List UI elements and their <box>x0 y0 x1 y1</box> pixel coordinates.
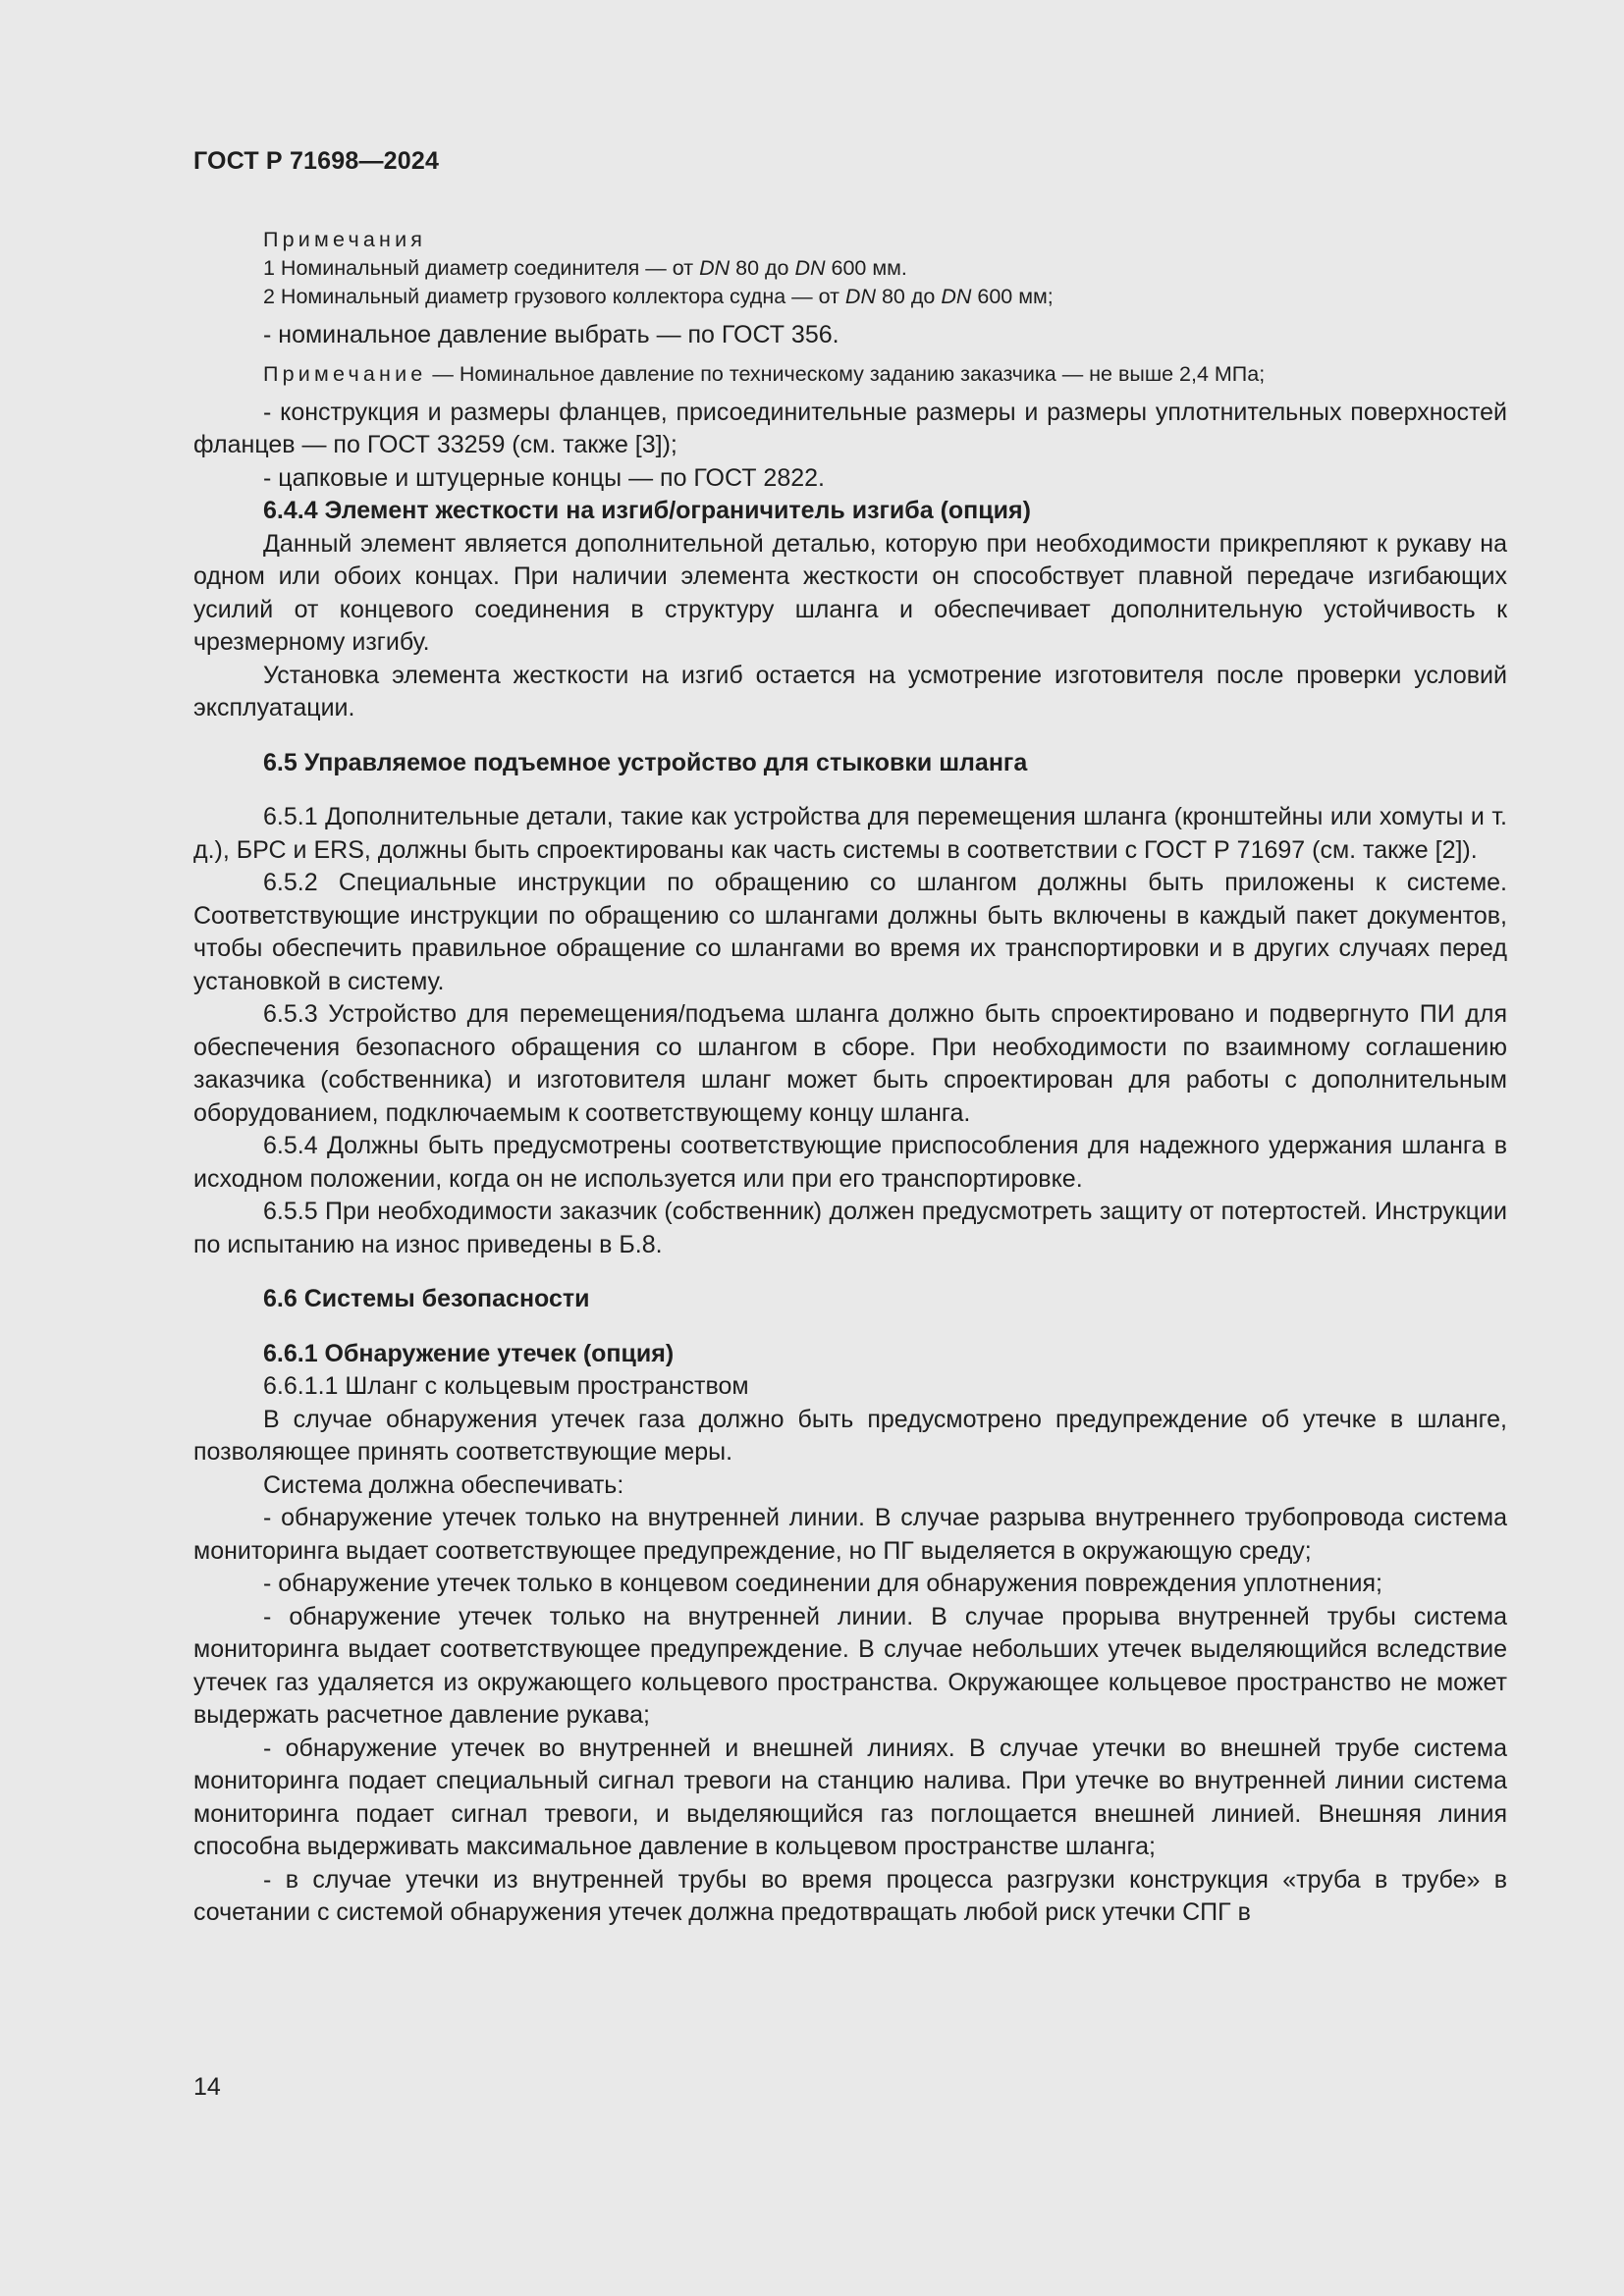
section-6-5-5: 6.5.5 При необходимости заказчик (собственник) должен предусмотреть защиту от потертостей. Инструкции по испытанию на износ приведены в Б.8. <box>193 1198 1507 1258</box>
section-6-4-4-para-1: Данный элемент является дополнительной деталью, которую при необходимости прикрепляют к рукаву на одном или обоих концах. При наличии элемента жесткости он способствует плавной передаче изгибающих усилий от концевого соединения в структуру шланга и обеспечивает дополнительную устойчивость к чрезмерному изгибу. <box>193 529 1507 656</box>
section-6-6-1-1-title: 6.6.1.1 Шланг с кольцевым пространством <box>263 1372 749 1400</box>
list-item: - обнаружение утечек во внутренней и внешней линиях. В случае утечки во внешней трубе система мониторинга подает специальный сигнал тревоги на станцию налива. При утечке во внутренней линии система мониторинга подает сигнал тревоги, и выделяющийся газ поглощается внешней линией. Внешняя линия способна выдерживать максимальное давление в кольцевом пространстве шланга; <box>193 1734 1507 1860</box>
list-item: - в случае утечки из внутренней трубы во время процесса разгрузки конструкция «труба в трубе» в сочетании с системой обнаружения утечек должна предотвращать любой риск утечки СПГ в <box>193 1865 1507 1926</box>
section-6-5-2: 6.5.2 Специальные инструкции по обращению со шлангом должны быть приложены к системе. Соответствующие инструкции по обращению со шлангами должны быть включены в каждый пакет документов, чтобы обеспечить правильное обращение со шлангами во время их транспортировки и в других случаях перед установкой в систему. <box>193 869 1507 995</box>
pressure-item: - номинальное давление выбрать — по ГОСТ 356. <box>263 321 839 348</box>
section-6-6-1-1-para-1: В случае обнаружения утечек газа должно быть предусмотрено предупреждение об утечке в шланге, позволяющее принять соответствующие меры. <box>193 1405 1507 1466</box>
page-number: 14 <box>193 2073 221 2101</box>
section-6-6-1-title: 6.6.1 Обнаружение утечек (опция) <box>263 1339 675 1367</box>
note-1: 1 Номинальный диаметр соединителя — от DN 80 до DN 600 мм. <box>263 256 907 280</box>
section-6-5-4: 6.5.4 Должны быть предусмотрены соответствующие приспособления для надежного удержания шланга в исходном положении, когда он не используется или при его транспортировке. <box>193 1132 1507 1193</box>
section-6-6-title: 6.6 Системы безопасности <box>263 1285 590 1312</box>
section-6-4-4-title: 6.4.4 Элемент жесткости на изгиб/ограничитель изгиба (опция) <box>263 497 1031 524</box>
section-6-5-title: 6.5 Управляемое подъемное устройство для стыковки шланга <box>263 748 1028 776</box>
note-2: 2 Номинальный диаметр грузового коллектора судна — от DN 80 до DN 600 мм; <box>263 285 1054 308</box>
document-header: ГОСТ Р 71698—2024 <box>193 147 440 175</box>
section-6-5-3: 6.5.3 Устройство для перемещения/подъема шланга должно быть спроектировано и подвергнуто ПИ для обеспечения безопасного обращения со шлангом в сборе. При необходимости по взаимному соглашению заказчика (собственника) и изготовителя шланг может быть спроектирован для работы с дополнительным оборудованием, подключаемым к соответствующему концу шланга. <box>193 1000 1507 1127</box>
flange-item: - конструкция и размеры фланцев, присоединительные размеры и размеры уплотнительных поверхностей фланцев — по ГОСТ 33259 (см. также [3]); <box>193 398 1507 458</box>
list-item: - обнаружение утечек только на внутренней линии. В случае прорыва внутренней трубы система мониторинга выдает соответствующее предупреждение. В случае небольших утечек выделяющийся вследствие утечек газ удаляется из окружающего кольцевого пространства. Окружающее кольцевое пространство не может выдержать расчетное давление рукава; <box>193 1602 1507 1729</box>
list-item: - обнаружение утечек только в концевом соединении для обнаружения повреждения уплотнения; <box>263 1570 1383 1597</box>
pressure-note: Примечание — Номинальное давление по техническому заданию заказчика — не выше 2,4 МПа; <box>263 361 1266 386</box>
list-item: - обнаружение утечек только на внутренней линии. В случае разрыва внутреннего трубопровода система мониторинга выдает соответствующее предупреждение, но ПГ выделяется в окружающую среду; <box>193 1504 1507 1565</box>
page-content <box>193 226 1507 1930</box>
note-label: Примечание <box>263 361 427 386</box>
section-6-5-1: 6.5.1 Дополнительные детали, такие как устройства для перемещения шланга (кронштейны или хомуты и т. д.), БРС и ERS, должны быть спроектированы как часть системы в соответствии с ГОСТ Р 71697 (см. также [2]). <box>193 803 1507 864</box>
section-6-6-1-1-para-2: Система должна обеспечивать: <box>263 1470 624 1499</box>
ends-item: - цапковые и штуцерные концы — по ГОСТ 2822. <box>263 463 825 492</box>
section-6-4-4-para-2: Установка элемента жесткости на изгиб остается на усмотрение изготовителя после проверки условий эксплуатации. <box>193 661 1507 721</box>
notes-title: Примечания <box>263 228 427 251</box>
